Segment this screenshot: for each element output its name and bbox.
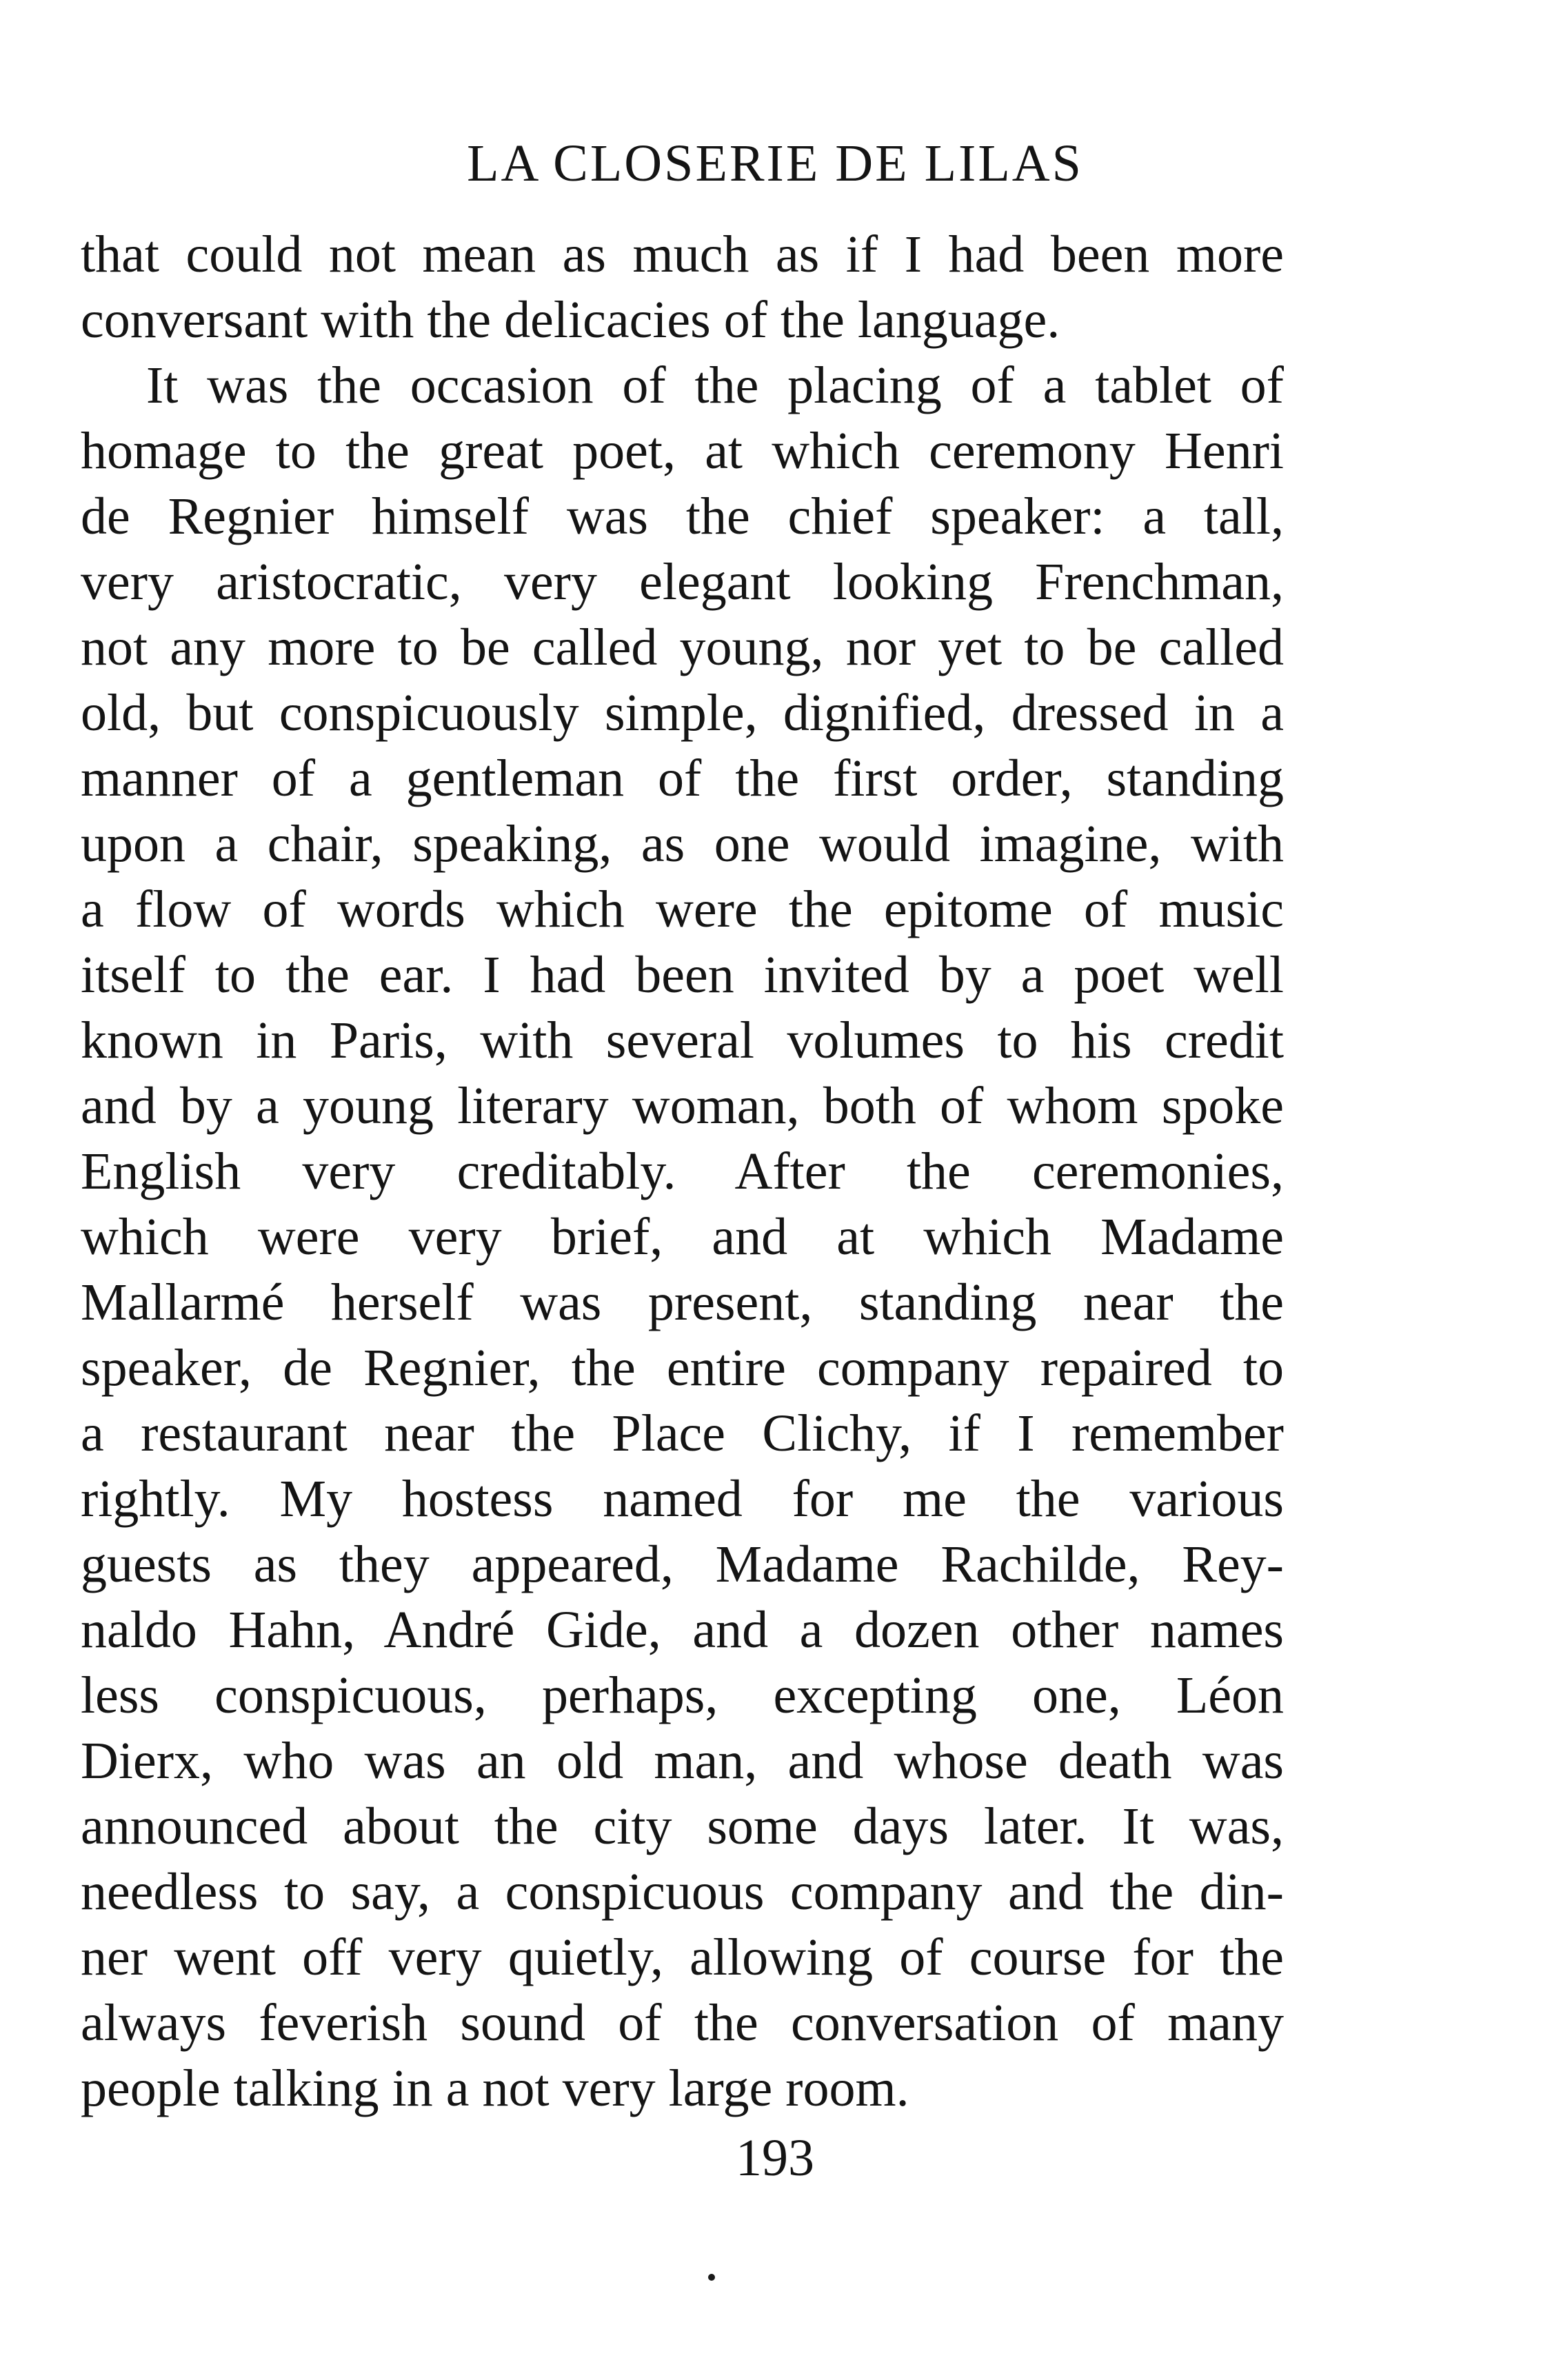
text-line: a flow of words which were the epitome of music xyxy=(81,880,1284,938)
text-line: very aristocratic, very elegant looking Frenchman, xyxy=(81,553,1284,611)
text-line: guests as they appeared, Madame Rachilde, Rey- xyxy=(81,1535,1284,1593)
page-number: 193 xyxy=(736,2129,814,2187)
text-line: known in Paris, with several volumes to his credit xyxy=(81,1011,1284,1069)
text-line: conversant with the delicacies of the language. xyxy=(81,291,1060,349)
text-line: itself to the ear. I had been invited by a poet well xyxy=(81,946,1284,1004)
text-line: which were very brief, and at which Madame xyxy=(81,1208,1284,1266)
text-line: Mallarmé herself was present, standing near the xyxy=(81,1273,1284,1331)
text-line: ner went off very quietly, allowing of course for the xyxy=(81,1928,1284,1986)
text-line: announced about the city some days later. It was, xyxy=(81,1797,1284,1855)
text-line: upon a chair, speaking, as one would imagine, with xyxy=(81,815,1284,873)
text-line: always feverish sound of the conversation of many xyxy=(81,1994,1284,2052)
text-line: people talking in a not very large room. xyxy=(81,2059,909,2117)
text-line: homage to the great poet, at which ceremony Henri xyxy=(81,422,1284,480)
text-line: less conspicuous, perhaps, excepting one, Léon xyxy=(81,1666,1284,1724)
paragraph-first-line: It was the occasion of the placing of a tablet of xyxy=(146,356,1284,414)
text-line: Dierx, who was an old man, and whose death was xyxy=(81,1732,1284,1790)
text-line: English very creditably. After the ceremonies, xyxy=(81,1142,1284,1200)
text-line: old, but conspicuously simple, dignified, dressed in a xyxy=(81,684,1284,742)
text-line: naldo Hahn, André Gide, and a dozen other names xyxy=(81,1601,1284,1659)
text-line: that could not mean as much as if I had been more xyxy=(81,225,1284,283)
ink-speck xyxy=(708,2274,715,2281)
text-line: not any more to be called young, nor yet to be called xyxy=(81,618,1284,676)
text-line: and by a young literary woman, both of whom spoke xyxy=(81,1077,1284,1135)
body-text xyxy=(81,222,1284,2121)
text-line: needless to say, a conspicuous company and the din- xyxy=(81,1863,1284,1921)
text-line: rightly. My hostess named for me the various xyxy=(81,1470,1284,1528)
text-line: de Regnier himself was the chief speaker: a tall, xyxy=(81,487,1284,545)
running-head: LA CLOSERIE DE LILAS xyxy=(467,134,1083,192)
text-line: speaker, de Regnier, the entire company repaired to xyxy=(81,1339,1284,1397)
text-line: manner of a gentleman of the first order, standing xyxy=(81,749,1284,807)
text-line: a restaurant near the Place Clichy, if I remember xyxy=(81,1404,1284,1462)
